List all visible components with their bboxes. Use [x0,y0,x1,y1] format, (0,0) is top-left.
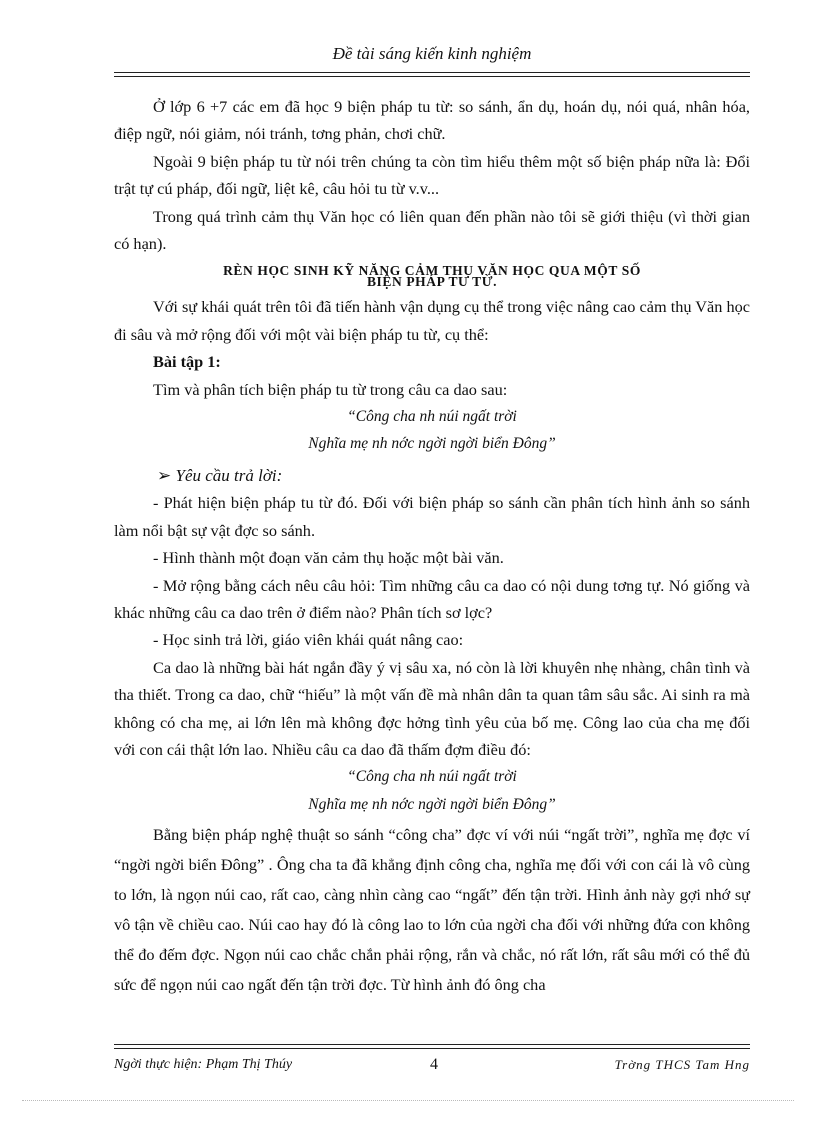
section-heading-line2: BIỆN PHÁP TU TỪ. [366,274,498,290]
page-number: 4 [430,1056,438,1073]
paragraph: - Học sinh trả lời, giáo viên khái quát nâng cao: [153,630,464,650]
poem-line: Nghĩa mẹ nh nớc ngời ngời biển Đông” [308,795,556,813]
poem-line: “Công cha nh núi ngất trời [347,768,517,786]
footer-rule-bottom [114,1048,750,1049]
footer-author: Ngời thực hiện: Phạm Thị Thúy [114,1057,293,1072]
section-heading [114,257,750,293]
section-heading-line1: RÈN HỌC SINH KỸ NĂNG CẢM THỤ VĂN HỌC QUA MỘT SỐ [223,263,641,279]
footer-school: Trờng THCS Tam Hng [614,1057,750,1072]
requirement-heading [114,462,750,489]
poem-line: “Công cha nh núi ngất trời [347,408,517,426]
paragraph: Trong quá trình cảm thụ Văn học có liên quan đến phần nào tôi sẽ giới thiệu (vì thời gian có hạn). [114,206,750,254]
paragraph: Ngoài 9 biện pháp tu từ nói trên chúng ta còn tìm hiểu thêm một số biện pháp nữa là: Đổi trật tự cú pháp, đối ngữ, liệt kê, câu hỏi tu từ v.v... [114,151,750,199]
paragraph: Với sự khái quát trên tôi đã tiến hành vận dụng cụ thể trong việc nâng cao cảm thụ Văn học đi sâu và mở rộng đối với một vài biện pháp tu từ, cụ thể: [114,297,750,344]
page-edge-dots [22,1100,794,1101]
paragraph: Ở lớp 6 +7 các em đã học 9 biện pháp tu từ: so sánh, ẩn dụ, hoán dụ, nói quá, nhân hóa, điệp ngữ, nói giảm, nói tránh, tơng phản, chơi chữ. [114,97,750,144]
paragraph: Ca dao là những bài hát ngắn đầy ý vị sâu xa, nó còn là lời khuyên nhẹ nhàng, chân tình và tha thiết. Trong ca dao, chữ “hiếu” là một vấn đề mà nhân dân ta quan tâm sâu sắc. Ai sinh ra mà không có cha mẹ, ai lớn lên mà không đợc hởng tình yêu của bố mẹ. Công lao của cha mẹ đối với con cái thật lớn lao. Nhiều câu ca dao đã thấm đợm điều đó: [114,657,750,759]
page-header: Đề tài sáng kiến kinh nghiệm [332,44,532,63]
header-rule-top [114,72,750,73]
footer-rule-top [114,1044,750,1045]
document-body [114,93,750,1000]
paragraph: Bằng biện pháp nghệ thuật so sánh “công cha” đợc ví với núi “ngất trời”, nghĩa mẹ đợc ví “ngời ngời biển Đông” . Ông cha ta đã khẳng định công cha, nghĩa mẹ đối với con cái là vô cùng to lớn, là ngọn núi cao, rất cao, càng nhìn càng cao “ngất” đến tận trời. Hình ảnh này gợi nhớ sự vô tận về chiều cao. Núi cao hay đó là công lao to lớn của ngời cha đối với những đứa con không thể đo đếm đợc. Ngọn núi cao chắc chắn phải rộng, rắn và chắc, nó rất lớn, rất sâu mới có thể đủ sức để ngọn núi cao ngất đến tận trời đợc. Từ hình ảnh đó ông cha [114,825,750,995]
paragraph: - Hình thành một đoạn văn cảm thụ hoặc một bài văn. [153,548,504,568]
header-rule-bottom [114,76,750,77]
paragraph: - Phát hiện biện pháp tu từ đó. Đối với biện pháp so sánh cần phân tích hình ảnh so sánh làm nổi bật sự vật đợc so sánh. [114,493,750,540]
exercise-title: Bài tập 1: [153,352,221,372]
paragraph: Tìm và phân tích biện pháp tu từ trong câu ca dao sau: [153,379,508,399]
requirement-label: Yêu cầu trả lời: [175,465,283,485]
poem-line: Nghĩa mẹ nh nớc ngời ngời biển Đông” [308,435,556,453]
arrow-bullet-icon: ➢ [157,465,172,485]
paragraph: - Mở rộng bằng cách nêu câu hỏi: Tìm những câu ca dao có nội dung tơng tự. Nó giống và khác những câu ca dao trên ở điểm nào? Phân tích sơ lợc? [114,575,750,622]
